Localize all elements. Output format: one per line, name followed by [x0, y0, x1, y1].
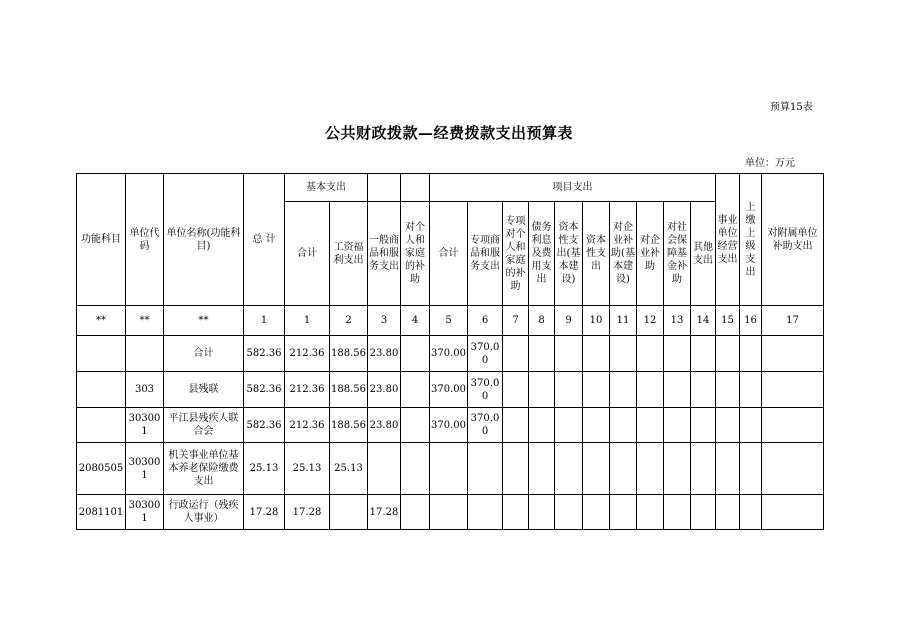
table-cell: 188.56 [330, 336, 368, 372]
table-cell: 370.00 [468, 336, 503, 372]
header-proj-personal: 专项对个人和家庭的补助 [503, 202, 529, 306]
table-cell [740, 372, 762, 408]
index-cell: 1 [285, 306, 330, 336]
data-section [77, 336, 824, 530]
table-cell [368, 443, 401, 495]
table-cell [637, 336, 664, 372]
table-cell: 370.00 [430, 372, 468, 408]
table-cell [716, 336, 740, 372]
table-cell [664, 336, 691, 372]
table-cell [610, 443, 637, 495]
header-unit-name: 单位名称(功能科目) [164, 174, 244, 306]
table-cell [740, 408, 762, 443]
header-goods: 一般商品和服务支出 [368, 202, 401, 306]
table-cell [77, 336, 126, 372]
table-cell: 212.36 [285, 336, 330, 372]
table-cell: 行政运行（残疾人事业） [164, 495, 244, 530]
header-enterprise-build: 对企业补助(基本建设) [610, 202, 637, 306]
index-cell: ** [77, 306, 126, 336]
table-cell: 188.56 [330, 372, 368, 408]
header-operating: 事业单位经营支出 [716, 174, 740, 306]
header-capital: 资本性支出 [583, 202, 610, 306]
table-header [77, 174, 824, 306]
header-capital-build: 资本性支出(基本建设) [555, 202, 583, 306]
table-cell: 25.13 [330, 443, 368, 495]
table-cell [583, 408, 610, 443]
table-cell [762, 336, 824, 372]
header-blank-a [368, 174, 401, 202]
table-cell: 2080505 [77, 443, 126, 495]
table-cell: 23.80 [368, 372, 401, 408]
table-cell [401, 408, 430, 443]
table-cell: 303001 [126, 408, 164, 443]
table-cell [555, 495, 583, 530]
header-basic: 基本支出 [285, 174, 368, 202]
table-cell [503, 495, 529, 530]
index-cell: 3 [368, 306, 401, 336]
table-cell: 303 [126, 372, 164, 408]
table-cell [126, 336, 164, 372]
index-cell: 2 [330, 306, 368, 336]
form-number: 预算15表 [770, 102, 813, 113]
index-cell: 10 [583, 306, 610, 336]
header-proj-goods: 专项商品和服务支出 [468, 202, 503, 306]
index-cell: 11 [610, 306, 637, 336]
table-cell [503, 372, 529, 408]
header-wages: 工资福利支出 [330, 202, 368, 306]
table-cell [555, 408, 583, 443]
table-cell [529, 336, 555, 372]
index-cell: 4 [401, 306, 430, 336]
table-cell: 23.80 [368, 336, 401, 372]
header-unit-code: 单位代码 [126, 174, 164, 306]
table-cell: 303001 [126, 495, 164, 530]
index-cell: 8 [529, 306, 555, 336]
header-project: 项目支出 [430, 174, 716, 202]
table-cell [468, 443, 503, 495]
table-cell [610, 495, 637, 530]
header-row-1 [77, 174, 824, 202]
index-cell: ** [164, 306, 244, 336]
table-row [77, 443, 824, 495]
table-cell [503, 336, 529, 372]
table-row [77, 408, 824, 443]
table-cell: 17.28 [285, 495, 330, 530]
header-other: 其他支出 [691, 202, 716, 306]
header-func-subject: 功能科目 [77, 174, 126, 306]
index-cell: 17 [762, 306, 824, 336]
table-cell [637, 372, 664, 408]
budget-table [76, 173, 824, 530]
table-cell [740, 443, 762, 495]
table-cell [716, 495, 740, 530]
table-cell: 合计 [164, 336, 244, 372]
table-row [77, 372, 824, 408]
unit-label: 单位：万元 [745, 158, 795, 169]
table-cell: 582.36 [244, 336, 285, 372]
table-cell [529, 408, 555, 443]
table-cell [583, 443, 610, 495]
table-cell [330, 495, 368, 530]
table-cell [503, 443, 529, 495]
table-cell [637, 495, 664, 530]
index-cell: 14 [691, 306, 716, 336]
index-cell: 6 [468, 306, 503, 336]
table-cell: 303001 [126, 443, 164, 495]
index-section [77, 306, 824, 336]
index-cell: 5 [430, 306, 468, 336]
table-cell [716, 443, 740, 495]
table-cell: 370.00 [468, 372, 503, 408]
table-cell: 212.36 [285, 372, 330, 408]
table-cell: 2081101 [77, 495, 126, 530]
table-cell [664, 495, 691, 530]
table-cell [401, 443, 430, 495]
index-cell: 1 [244, 306, 285, 336]
table-cell: 25.13 [285, 443, 330, 495]
table-cell [468, 495, 503, 530]
table-cell: 370.00 [430, 336, 468, 372]
table-cell [762, 495, 824, 530]
table-cell [610, 372, 637, 408]
table-cell: 平江县残疾人联合会 [164, 408, 244, 443]
table-cell [583, 495, 610, 530]
table-cell [691, 443, 716, 495]
index-cell: ** [126, 306, 164, 336]
header-subsidy: 对附属单位补助支出 [762, 174, 824, 306]
header-blank-b [401, 174, 430, 202]
table-cell: 17.28 [368, 495, 401, 530]
table-cell [529, 495, 555, 530]
table-cell [555, 372, 583, 408]
index-row [77, 306, 824, 336]
table-cell [664, 408, 691, 443]
table-cell [401, 495, 430, 530]
table-cell [610, 336, 637, 372]
table-cell [583, 336, 610, 372]
header-social: 对社会保障基金补助 [664, 202, 691, 306]
header-debt: 债务利息及费用支出 [529, 202, 555, 306]
table-cell: 23.80 [368, 408, 401, 443]
index-cell: 7 [503, 306, 529, 336]
table-cell [691, 372, 716, 408]
table-row [77, 495, 824, 530]
table-row [77, 336, 824, 372]
table-cell [610, 408, 637, 443]
header-total: 总 计 [244, 174, 285, 306]
table-cell [503, 408, 529, 443]
table-cell: 212.36 [285, 408, 330, 443]
index-cell: 12 [637, 306, 664, 336]
table-cell [691, 408, 716, 443]
index-cell: 13 [664, 306, 691, 336]
table-cell: 582.36 [244, 372, 285, 408]
table-cell [762, 408, 824, 443]
table-cell [529, 372, 555, 408]
header-personal: 对个人和家庭的补助 [401, 202, 430, 306]
table-cell: 17.28 [244, 495, 285, 530]
table-cell: 机关事业单位基本养老保险缴费支出 [164, 443, 244, 495]
table-cell [762, 443, 824, 495]
header-remit: 上缴上级支出 [740, 174, 762, 306]
table-cell [401, 372, 430, 408]
index-cell: 15 [716, 306, 740, 336]
table-cell [430, 495, 468, 530]
table-cell [691, 336, 716, 372]
header-proj-sum: 合计 [430, 202, 468, 306]
table-cell [637, 408, 664, 443]
table-cell: 582.36 [244, 408, 285, 443]
header-basic-sum: 合计 [285, 202, 330, 306]
table-cell: 370.00 [430, 408, 468, 443]
table-cell [716, 372, 740, 408]
table-cell [555, 443, 583, 495]
table-cell [691, 495, 716, 530]
index-cell: 9 [555, 306, 583, 336]
table-cell [77, 372, 126, 408]
table-cell [430, 443, 468, 495]
table-cell [664, 372, 691, 408]
table-cell: 370.00 [468, 408, 503, 443]
table-cell [740, 495, 762, 530]
table-cell [716, 408, 740, 443]
table-cell: 25.13 [244, 443, 285, 495]
table-cell: 县残联 [164, 372, 244, 408]
table-cell [664, 443, 691, 495]
table-cell [401, 336, 430, 372]
table-cell [529, 443, 555, 495]
table-cell [77, 408, 126, 443]
table-cell [762, 372, 824, 408]
header-enterprise: 对企业补助 [637, 202, 664, 306]
index-cell: 16 [740, 306, 762, 336]
table-cell: 188.56 [330, 408, 368, 443]
page-title: 公共财政拨款—经费拨款支出预算表 [324, 124, 573, 142]
table-cell [740, 336, 762, 372]
table-cell [637, 443, 664, 495]
table-cell [583, 372, 610, 408]
table-cell [555, 336, 583, 372]
